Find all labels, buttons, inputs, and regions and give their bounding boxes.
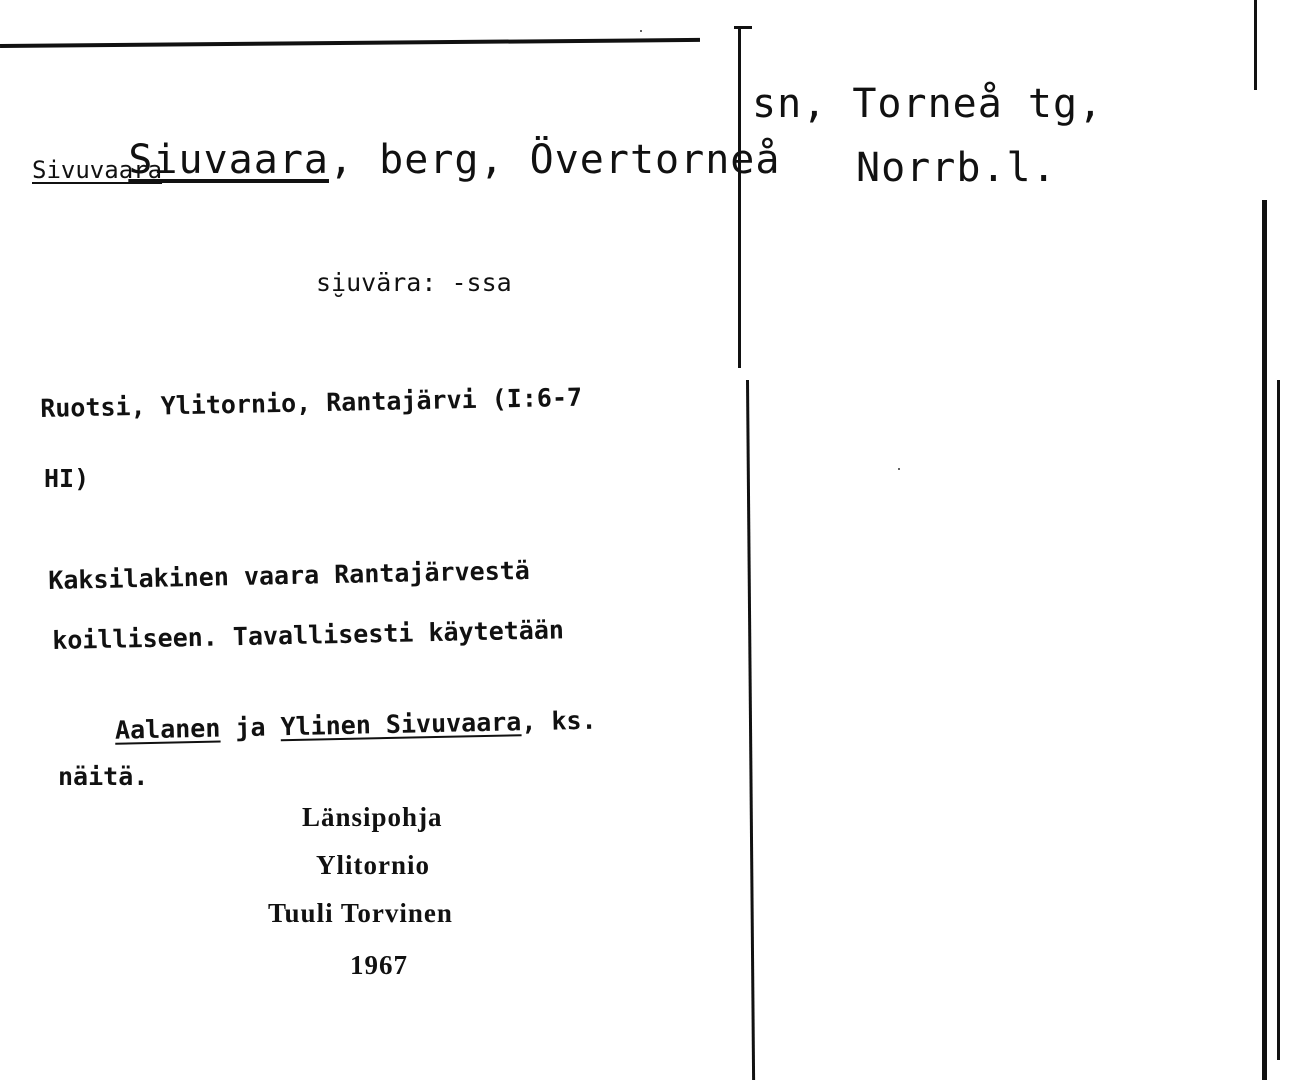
- far-right-edge-line: [1277, 380, 1280, 1060]
- description-line-1: Kaksilakinen vaara Rantajärvestä: [47, 555, 531, 595]
- right-edge-line: [1254, 0, 1257, 90]
- pronunciation: si̮uvära: -ssa: [316, 268, 512, 297]
- heading-parish: sn, Torneå tg,: [752, 81, 1104, 127]
- stamp-parish: Ylitornio: [316, 850, 430, 880]
- center-top-tick: [734, 26, 752, 29]
- description-tail: , ks.: [521, 705, 597, 737]
- cross-reference-link[interactable]: Ylinen Sivuvaara: [280, 707, 522, 742]
- scan-speck: [640, 30, 642, 32]
- description-line-3: [54, 683, 597, 769]
- stamp-region: Länsipohja: [302, 802, 443, 832]
- location-line-2: HI): [44, 464, 90, 493]
- description-line-2: koilliseen. Tavallisesti käytetään: [51, 615, 565, 655]
- top-edge-line: [0, 38, 700, 48]
- stamp-collector: Tuuli Torvinen: [268, 898, 453, 928]
- heading-type-municipality: , berg, Övertorneå: [328, 137, 781, 183]
- stamp-year: 1967: [350, 950, 408, 980]
- center-divider-line-lower: [746, 380, 755, 1080]
- description-line-4: näitä.: [58, 762, 149, 791]
- headword: Siuvaara: [128, 137, 329, 183]
- right-edge-line-lower: [1262, 200, 1267, 1080]
- description-connector: ja: [220, 712, 281, 743]
- location-line-1: Ruotsi, Ylitornio, Rantajärvi (I:6-7: [39, 382, 583, 423]
- cross-reference-link[interactable]: Aalanen: [114, 713, 221, 745]
- heading-county: Norrb.l.: [856, 145, 1057, 191]
- scan-speck: [898, 468, 900, 470]
- variant-name: Sivuvaara: [32, 156, 163, 184]
